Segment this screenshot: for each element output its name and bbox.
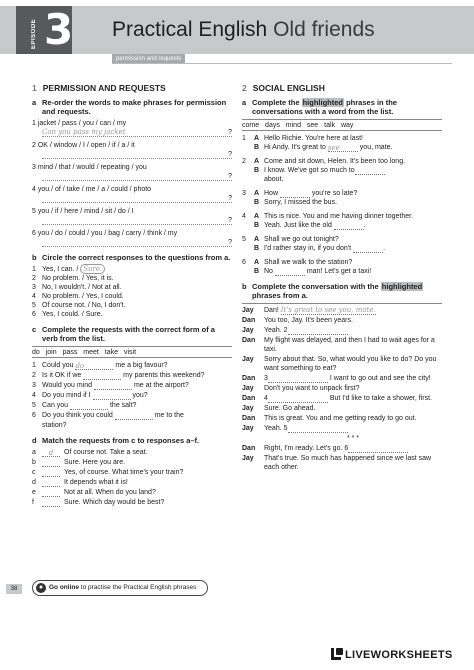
conversation xyxy=(242,258,442,276)
liveworksheets-icon xyxy=(331,648,343,660)
answer-blank[interactable] xyxy=(115,412,153,420)
answer-blank[interactable] xyxy=(93,392,131,400)
item-number: 6 xyxy=(32,412,36,419)
text: Could you xyxy=(42,362,76,369)
exercise-2b xyxy=(242,303,442,472)
response-option[interactable] xyxy=(32,292,232,301)
speaker: A xyxy=(254,259,260,266)
text: my parents this weekend? xyxy=(121,372,205,379)
line-text: No xyxy=(264,268,275,275)
topic-tag: permission and requests xyxy=(112,54,185,64)
speaker: Dan xyxy=(242,395,256,402)
response-option[interactable] xyxy=(32,283,232,292)
word-list: do join pass meet take visit xyxy=(32,346,232,358)
text: me at the airport? xyxy=(132,382,189,389)
conversation-line xyxy=(242,157,442,166)
speaker: A xyxy=(254,236,260,243)
line-text: This is great. You and me getting ready to go out. xyxy=(264,415,417,422)
handwritten-answer: do xyxy=(75,362,85,370)
response-text: No problem. / Yes, I could. xyxy=(42,293,124,300)
line-text: Come and sit down, Helen. It's been too long. xyxy=(264,158,406,165)
line-text: 4 xyxy=(264,395,268,402)
line-text: you, mate. xyxy=(357,144,393,151)
speaker: Jay xyxy=(242,385,254,392)
response-text: No problem. / Yes, it is. xyxy=(42,275,114,282)
line-text: 3 xyxy=(264,375,268,382)
request-item xyxy=(32,391,232,400)
word-prompt: 1 jacket / pass / you / can / my xyxy=(32,120,127,127)
episode-number: 3 xyxy=(44,5,74,54)
speaker: Jay xyxy=(242,455,254,462)
conversation-number: 4 xyxy=(242,213,246,220)
request-item xyxy=(32,411,232,420)
speaker: Jay xyxy=(242,405,254,412)
answer-blank[interactable] xyxy=(42,459,60,467)
text: you? xyxy=(130,392,148,399)
speaker: A xyxy=(254,158,260,165)
conversation-line xyxy=(242,267,442,276)
dialogue-line xyxy=(242,374,442,383)
dialogue-line xyxy=(242,414,442,423)
conversation xyxy=(242,134,442,152)
line-text: Sorry, I missed the bus. xyxy=(264,199,338,206)
answer-blank[interactable] xyxy=(42,499,60,507)
line-text: about. xyxy=(264,176,284,183)
title-main: Practical English xyxy=(112,18,268,41)
section-title: 2 SOCIAL ENGLISH xyxy=(242,83,325,93)
answer-line[interactable] xyxy=(42,150,232,159)
conversation-number: 6 xyxy=(242,259,246,266)
line-text: Yeah. 2 xyxy=(264,327,288,334)
speaker: Dan xyxy=(242,415,256,422)
question-mark: ? xyxy=(228,173,232,180)
line-text: Don't you want to unpack first? xyxy=(264,385,360,392)
response-text: Of course not. Take a seat. xyxy=(64,449,148,456)
exercise-2a-instruction: a Complete the highlighted phrases in the conversations with a word from the list. xyxy=(242,98,397,116)
episode-box xyxy=(16,6,72,54)
line-text: But I'd like to take a shower, first. xyxy=(327,395,432,402)
match-item xyxy=(32,478,232,487)
question-mark: ? xyxy=(228,151,232,158)
answer-blank[interactable] xyxy=(268,375,328,383)
speaker: B xyxy=(254,245,260,252)
dialogue-line xyxy=(242,444,442,453)
item-number: 6 xyxy=(32,311,36,318)
line-text: Right, I'm ready. Let's go. 6 xyxy=(264,445,349,452)
conversation-line xyxy=(242,143,442,152)
section-permission-requests xyxy=(32,82,232,508)
word-prompt: 2 OK / window / I / open / if / a / it xyxy=(32,142,135,149)
dialogue-line xyxy=(242,434,442,443)
answer-line[interactable] xyxy=(42,172,232,181)
item-number: 1 xyxy=(32,362,36,369)
word-prompt: 6 you / do / could / you / bag / carry / think / my xyxy=(32,230,178,237)
conversation-number: 2 xyxy=(242,158,246,165)
line-text: Shall we go out tonight? xyxy=(264,236,339,243)
item-number: 4 xyxy=(32,293,36,300)
answer-blank[interactable] xyxy=(75,362,113,370)
answer-blank[interactable] xyxy=(42,489,60,497)
word-prompt: 4 you / of / take / me / a / could / photo xyxy=(32,186,152,193)
conversation-line xyxy=(242,244,442,253)
exercise-1c-instruction: c Complete the requests with the correct form of a verb from the list. xyxy=(32,325,215,343)
response-option[interactable] xyxy=(32,301,232,310)
line-text: You too, Jay. It's been years. xyxy=(264,317,353,324)
dialogue-line xyxy=(242,326,442,335)
answer-line[interactable] xyxy=(42,216,232,225)
dialogue-line xyxy=(242,336,442,354)
answer-blank[interactable] xyxy=(334,222,364,230)
answer-blank[interactable] xyxy=(83,372,121,380)
response-text: Sure. Which day would be best? xyxy=(64,499,165,506)
response-option[interactable] xyxy=(32,310,232,319)
answer-blank[interactable] xyxy=(288,425,348,433)
conversation-line xyxy=(242,189,442,198)
answer-blank[interactable] xyxy=(94,382,132,390)
item-number: 2 xyxy=(32,372,36,379)
answer-line[interactable] xyxy=(42,194,232,203)
dialogue-line xyxy=(242,355,442,373)
liveworksheets-logo[interactable]: LIVEWORKSHEETS xyxy=(331,648,453,664)
item-number: 5 xyxy=(32,302,36,309)
match-item xyxy=(32,468,232,477)
handwritten-answer: d xyxy=(48,449,54,457)
speaker: B xyxy=(254,144,260,151)
request-item xyxy=(32,401,232,410)
question-mark: ? xyxy=(228,195,232,202)
conversation-line xyxy=(242,175,442,184)
answer-blank[interactable] xyxy=(275,268,305,276)
dialogue-line xyxy=(242,306,442,315)
handwritten-answer: see xyxy=(327,144,340,152)
answer-blank[interactable] xyxy=(355,167,385,175)
conversation-line xyxy=(242,235,442,244)
answer-blank[interactable] xyxy=(42,479,60,487)
line-text: That's true. So much has happened since we last saw each other. xyxy=(264,455,432,471)
speaker: A xyxy=(254,213,260,220)
question-mark: ? xyxy=(228,217,232,224)
speaker: A xyxy=(254,135,260,142)
word-prompt: 3 mind / that / would / repeating / you xyxy=(32,164,147,171)
dialogue-line xyxy=(242,394,442,403)
line-text: Sure. Go ahead. xyxy=(264,405,316,412)
dialogue-line xyxy=(242,404,442,413)
conversation xyxy=(242,212,442,230)
text: me a big favour? xyxy=(113,362,168,369)
match-item xyxy=(32,488,232,497)
dialogue-line xyxy=(242,454,442,472)
episode-label: EPISODE xyxy=(31,18,37,50)
exercise-1a xyxy=(32,119,232,247)
conversation-line xyxy=(242,212,442,221)
text: the salt? xyxy=(108,402,137,409)
match-item xyxy=(32,458,232,467)
request-item xyxy=(32,421,232,430)
text: Is it OK if we xyxy=(42,372,84,379)
exercise-1d xyxy=(32,448,232,507)
item-letter: b xyxy=(32,459,36,466)
response-text: It depends what it is! xyxy=(64,479,128,486)
line-text: * * * xyxy=(346,435,360,442)
item-letter: c xyxy=(32,469,36,476)
line-text: Yeah. 5 xyxy=(264,425,288,432)
answer-blank[interactable] xyxy=(280,190,310,198)
line-text: Yeah. Just like the old xyxy=(264,222,334,229)
line-text: How xyxy=(264,190,280,197)
text: Would you mind xyxy=(42,382,95,389)
speaker: Jay xyxy=(242,307,254,314)
speaker: Jay xyxy=(242,356,254,363)
question-mark: ? xyxy=(228,239,232,246)
text: me to the xyxy=(152,412,184,419)
line-text: Sorry about that. So, what would you like to do? Do you want something to eat? xyxy=(264,356,437,372)
item-number: 3 xyxy=(32,284,36,291)
section-social-english xyxy=(242,82,442,473)
response-text: Yes, I can. / xyxy=(42,266,81,273)
exercise-1d-instruction: d Match the requests from c to responses a–f. xyxy=(32,436,200,445)
response-text: Yes, of course. What time's your train? xyxy=(64,469,184,476)
word-prompt: 5 you / if / here / mind / sit / do / I xyxy=(32,208,134,215)
handwritten-answer: It's great to see you, mate. xyxy=(280,306,376,314)
line-text: My flight was delayed, and then I had to wait ages for a taxi. xyxy=(264,337,435,353)
conversation xyxy=(242,189,442,207)
answer-blank[interactable] xyxy=(348,445,408,453)
line-text: I want to go out and see the city! xyxy=(327,375,431,382)
answer-blank[interactable] xyxy=(268,395,328,403)
exercise-1b xyxy=(32,265,232,319)
speaker: B xyxy=(254,199,260,206)
dialogue-line xyxy=(242,424,442,433)
answer-line[interactable] xyxy=(42,238,232,247)
item-number: 4 xyxy=(32,392,36,399)
item-letter: f xyxy=(32,499,34,506)
line-text: Hello Richie. You're here at last! xyxy=(264,135,364,142)
response-text: Sure. Here you are. xyxy=(64,459,126,466)
response-text: Of course not. / No, I don't. xyxy=(42,302,126,309)
page-number: 38 xyxy=(6,584,22,594)
speaker: Dan xyxy=(242,445,256,452)
speaker: Jay xyxy=(242,425,254,432)
title-sub: Old friends xyxy=(273,18,375,41)
page-title xyxy=(112,18,375,42)
exercise-2a xyxy=(242,134,442,276)
response-option[interactable] xyxy=(32,274,232,283)
go-online-link[interactable]: ● Go online to practise the Practical English phrases xyxy=(32,580,208,596)
line-text: . xyxy=(363,222,366,229)
conversation-line xyxy=(242,198,442,207)
answer-blank[interactable] xyxy=(42,449,60,457)
speaker: B xyxy=(254,268,260,275)
conversation-line xyxy=(242,166,442,175)
answer-blank[interactable] xyxy=(353,245,386,253)
exercise-1c xyxy=(32,361,232,430)
speaker: A xyxy=(254,190,260,197)
response-text: No, I wouldn't. / Not at all. xyxy=(42,284,122,291)
item-letter: e xyxy=(32,489,36,496)
answer-blank[interactable] xyxy=(288,327,348,335)
conversation-line xyxy=(242,134,442,143)
section-title: 1 PERMISSION AND REQUESTS xyxy=(32,83,166,93)
line-text: Hi Andy. It's great to xyxy=(264,144,328,151)
speaker: Dan xyxy=(242,317,256,324)
conversation-number: 3 xyxy=(242,190,246,197)
answer-blank[interactable] xyxy=(42,469,60,477)
globe-icon: ● xyxy=(36,583,46,593)
line-text: Shall we walk to the station? xyxy=(264,259,353,266)
handwritten-answer: Can you pass my jacket xyxy=(42,128,126,136)
response-text: Not at all. When do you land? xyxy=(64,489,156,496)
speaker: B xyxy=(254,222,260,229)
item-number: 5 xyxy=(32,402,36,409)
response-text: Yes, I could. / Sure. xyxy=(42,311,103,318)
item-number: 2 xyxy=(32,275,36,282)
line-text: I know. We've got so much to xyxy=(264,167,355,174)
answer-blank[interactable] xyxy=(70,402,108,410)
conversation-number: 1 xyxy=(242,135,246,142)
answer-line[interactable] xyxy=(42,128,232,137)
line-text: man! Let's get a taxi! xyxy=(304,268,372,275)
item-letter: d xyxy=(32,479,36,486)
match-item xyxy=(32,448,232,457)
line-text: Dan! xyxy=(264,307,281,314)
speaker: Jay xyxy=(242,327,254,334)
response-option[interactable] xyxy=(32,265,232,274)
dialogue-line xyxy=(242,316,442,325)
speaker: B xyxy=(254,167,260,174)
text: Can you xyxy=(42,402,71,409)
dialogue-line xyxy=(242,384,442,393)
question-mark: ? xyxy=(228,129,232,136)
line-text: I'd rather stay in, if you don't xyxy=(264,245,354,252)
circled-answer: Sure. xyxy=(80,264,105,274)
speaker: Dan xyxy=(242,375,256,382)
exercise-1a-instruction: a Re-order the words to make phrases for permission and requests. xyxy=(32,98,227,116)
item-number: 1 xyxy=(32,266,36,273)
conversation-line xyxy=(242,258,442,267)
request-item xyxy=(32,381,232,390)
request-item xyxy=(32,371,232,380)
speaker: Dan xyxy=(242,337,256,344)
line-text: you're so late? xyxy=(309,190,358,197)
line-text: This is nice. You and me having dinner together. xyxy=(264,213,414,220)
line-text: . xyxy=(383,245,386,252)
item-number: 3 xyxy=(32,382,36,389)
exercise-2b-instruction: b Complete the conversation with the highlighted phrases from a. xyxy=(242,282,423,300)
request-item xyxy=(32,361,232,370)
exercise-1b-instruction: b Circle the correct responses to the questions from a. xyxy=(32,253,231,262)
text: station? xyxy=(42,422,67,429)
conversation xyxy=(242,235,442,253)
text: Do you think you could xyxy=(42,412,115,419)
answer-blank[interactable] xyxy=(328,144,358,152)
conversation xyxy=(242,157,442,184)
conversation-number: 5 xyxy=(242,236,246,243)
match-item xyxy=(32,498,232,507)
text: Do you mind if I xyxy=(42,392,93,399)
word-list: come days mind see talk way xyxy=(242,119,442,131)
item-letter: a xyxy=(32,449,36,456)
divider xyxy=(112,63,452,64)
conversation-line xyxy=(242,221,442,230)
